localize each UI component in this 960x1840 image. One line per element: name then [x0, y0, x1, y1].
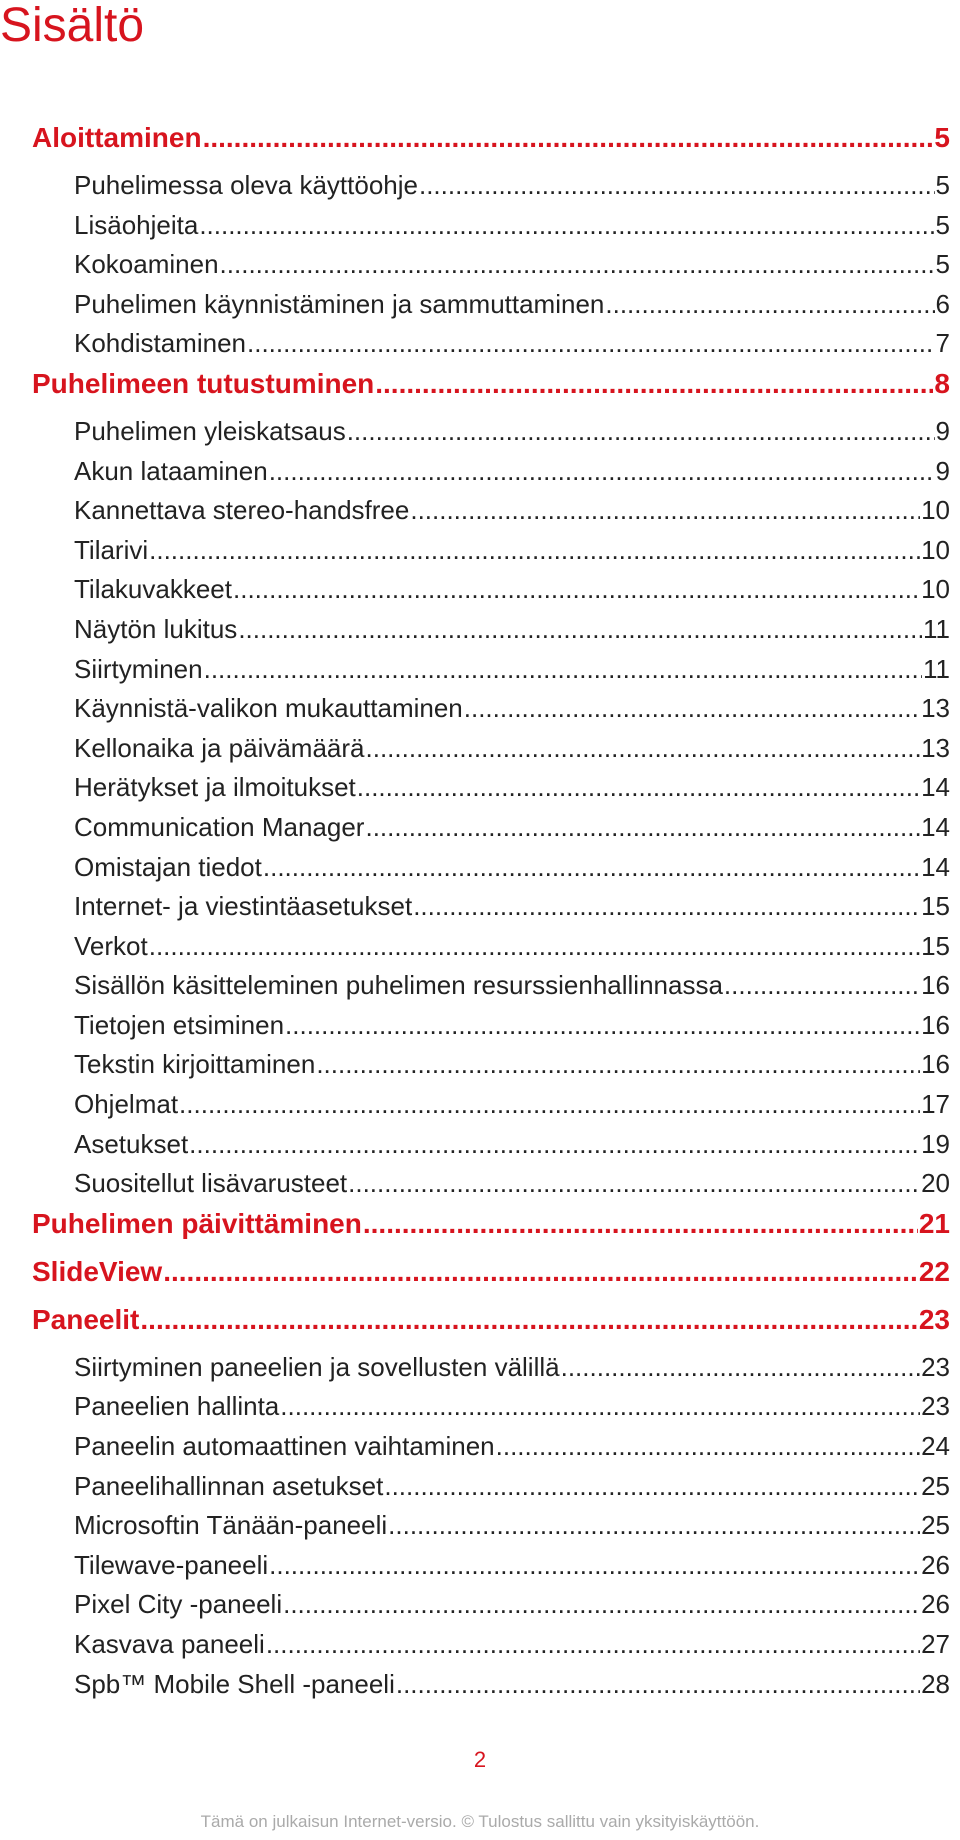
toc-entry[interactable]: [32, 650, 950, 690]
toc-entry[interactable]: [32, 491, 950, 531]
toc-entry-page: 9: [935, 415, 950, 446]
toc-entry-title: Ohjelmat: [74, 1089, 179, 1120]
toc-entry-page: 17: [921, 1089, 950, 1120]
toc-entry-page: 10: [921, 574, 950, 605]
toc-entry-title: Kasvava paneeli: [74, 1629, 265, 1659]
page-title: Sisältö: [0, 0, 145, 52]
toc-entry-title: Herätykset ja ilmoitukset: [74, 772, 356, 803]
toc-entry-title: Puhelimessa oleva käyttöohje: [74, 170, 418, 200]
toc-entry[interactable]: [32, 531, 950, 571]
footer-note: Tämä on julkaisun Internet-versio. © Tulostus sallittu vain yksityiskäyttöön.: [200, 1812, 760, 1831]
toc-entry-title: Siirtyminen paneelien ja sovellusten välillä: [74, 1351, 560, 1382]
table-of-contents: [32, 118, 950, 1704]
dot-leader: [724, 966, 920, 1006]
toc-entry[interactable]: [32, 452, 950, 492]
toc-entry-page: 23: [918, 1303, 950, 1335]
toc-section-entry[interactable]: [32, 1204, 950, 1252]
toc-entry-page: 26: [921, 1549, 950, 1580]
toc-entry-title: Internet- ja viestintäasetukset: [74, 891, 413, 922]
toc-entry-title: Puhelimeen tutustuminen: [32, 367, 375, 399]
toc-entry[interactable]: [32, 1045, 950, 1085]
toc-entry-page: 5: [935, 249, 950, 280]
toc-entry-title: Käynnistä-valikon mukauttaminen: [74, 693, 463, 724]
toc-entry[interactable]: [32, 1665, 950, 1705]
dot-leader: [199, 206, 934, 246]
toc-entry-title: Asetukset: [74, 1128, 189, 1159]
toc-entry-page: 13: [921, 693, 950, 724]
toc-entry-page: 13: [921, 732, 950, 763]
page-number: 2: [473, 1747, 487, 1772]
toc-entry[interactable]: [32, 1348, 950, 1388]
toc-entry-title: Puhelimen käynnistäminen ja sammuttaminen: [74, 288, 605, 319]
toc-entry-page: 22: [918, 1255, 950, 1287]
dot-leader: [561, 1348, 920, 1388]
toc-entry-title: Kellonaika ja päivämäärä: [74, 732, 365, 763]
toc-entry-page: 16: [921, 970, 950, 1001]
dot-leader: [280, 1387, 920, 1427]
dot-leader: [419, 166, 935, 206]
toc-entry-title: Kannettava stereo-handsfree: [74, 495, 410, 526]
toc-entry-page: 26: [921, 1589, 950, 1620]
dot-leader: [263, 848, 920, 888]
toc-entry-title: Communication Manager: [74, 811, 365, 842]
toc-entry[interactable]: [32, 1625, 950, 1665]
toc-entry[interactable]: [32, 689, 950, 729]
toc-entry[interactable]: [32, 285, 950, 325]
dot-leader: [357, 768, 920, 808]
dot-leader: [375, 364, 933, 404]
toc-entry-title: Kokoaminen: [74, 249, 219, 280]
toc-entry[interactable]: [32, 1546, 950, 1586]
dot-leader: [283, 1585, 920, 1625]
toc-entry[interactable]: [32, 848, 950, 888]
toc-entry[interactable]: [32, 729, 950, 769]
toc-entry-page: 20: [921, 1168, 950, 1199]
toc-entry-title: Tilewave-paneeli: [74, 1549, 269, 1580]
toc-entry-title: Suositellut lisävarusteet: [74, 1168, 348, 1199]
dot-leader: [384, 1467, 920, 1507]
toc-entry[interactable]: [32, 1125, 950, 1165]
dot-leader: [605, 285, 934, 325]
toc-entry[interactable]: [32, 1006, 950, 1046]
toc-entry-page: 28: [921, 1668, 950, 1699]
dot-leader: [220, 245, 935, 285]
toc-entry-title: Tietojen etsiminen: [74, 1009, 285, 1040]
dot-leader: [149, 927, 920, 967]
dot-leader: [204, 650, 922, 690]
dot-leader: [269, 1546, 920, 1586]
dot-leader: [238, 610, 922, 650]
toc-entry-title: Lisäohjeita: [74, 209, 199, 240]
toc-entry-page: 5: [935, 209, 950, 240]
toc-entry[interactable]: [32, 570, 950, 610]
toc-entry-title: Kohdistaminen: [74, 328, 246, 359]
toc-entry[interactable]: [32, 966, 950, 1006]
toc-entry-title: Tilakuvakkeet: [74, 574, 232, 605]
toc-entry-title: Verkot: [74, 930, 148, 961]
toc-entry-page: 14: [921, 851, 950, 882]
toc-section-entry[interactable]: [32, 118, 950, 166]
toc-section-entry[interactable]: [32, 364, 950, 412]
toc-entry-title: Puhelimen päivittäminen: [32, 1207, 362, 1239]
toc-entry[interactable]: [32, 1085, 950, 1125]
dot-leader: [247, 324, 935, 364]
toc-entry-title: Puhelimen yleiskatsaus: [74, 415, 346, 446]
dot-leader: [410, 491, 920, 531]
toc-entry-title: Näytön lukitus: [74, 613, 238, 644]
toc-entry-page: 15: [921, 891, 950, 922]
dot-leader: [347, 412, 935, 452]
toc-entry[interactable]: [32, 206, 950, 246]
toc-entry[interactable]: [32, 1427, 950, 1467]
dot-leader: [413, 887, 920, 927]
toc-entry-title: Omistajan tiedot: [74, 851, 262, 882]
toc-entry[interactable]: [32, 1506, 950, 1546]
toc-entry-page: 16: [921, 1009, 950, 1040]
toc-section-entry[interactable]: [32, 1252, 950, 1300]
dot-leader: [163, 1252, 918, 1292]
toc-entry-page: 10: [921, 534, 950, 565]
dot-leader: [366, 729, 921, 769]
toc-entry-title: Sisällön käsitteleminen puhelimen resurssienhallinnassa: [74, 970, 723, 1001]
toc-entry-page: 16: [921, 1049, 950, 1080]
toc-entry-page: 25: [921, 1510, 950, 1541]
dot-leader: [464, 689, 920, 729]
dot-leader: [365, 808, 920, 848]
dot-leader: [233, 570, 920, 610]
toc-entry-title: Akun lataaminen: [74, 455, 268, 486]
toc-entry-page: 10: [921, 495, 950, 526]
toc-entry-title: Microsoftin Tänään-paneeli: [74, 1510, 388, 1541]
toc-entry-page: 14: [921, 772, 950, 803]
toc-entry-page: 5: [934, 122, 950, 153]
dot-leader: [266, 1625, 920, 1665]
toc-entry-page: 25: [921, 1470, 950, 1501]
toc-entry-page: 19: [921, 1128, 950, 1159]
toc-entry-title: SlideView: [32, 1255, 163, 1287]
toc-entry-page: 21: [918, 1207, 950, 1239]
toc-entry[interactable]: [32, 768, 950, 808]
dot-leader: [363, 1204, 918, 1244]
toc-entry-title: Paneelin automaattinen vaihtaminen: [74, 1431, 495, 1462]
toc-entry-page: 15: [921, 930, 950, 961]
toc-entry-title: Siirtyminen: [74, 653, 203, 684]
toc-entry[interactable]: [32, 1585, 950, 1625]
toc-entry-title: Tekstin kirjoittaminen: [74, 1049, 316, 1080]
toc-entry-title: Pixel City -paneeli: [74, 1589, 283, 1620]
dot-leader: [269, 452, 935, 492]
toc-entry-title: Paneelien hallinta: [74, 1391, 280, 1422]
toc-entry-page: 11: [923, 653, 950, 684]
toc-entry-page: 8: [934, 367, 950, 399]
dot-leader: [316, 1045, 920, 1085]
toc-entry[interactable]: [32, 927, 950, 967]
dot-leader: [179, 1085, 920, 1125]
toc-entry-title: Paneelit: [32, 1303, 140, 1335]
toc-entry-page: 23: [921, 1351, 950, 1382]
toc-entry-page: 24: [921, 1431, 950, 1462]
toc-entry[interactable]: [32, 324, 950, 364]
toc-entry-page: 14: [921, 811, 950, 842]
toc-entry[interactable]: [32, 1164, 950, 1204]
toc-entry-page: 7: [935, 328, 950, 359]
toc-entry[interactable]: [32, 1387, 950, 1427]
toc-entry[interactable]: [32, 808, 950, 848]
toc-entry-page: 11: [923, 613, 950, 644]
toc-entry[interactable]: [32, 245, 950, 285]
dot-leader: [285, 1006, 920, 1046]
toc-entry-title: Tilarivi: [74, 534, 149, 565]
toc-entry[interactable]: [32, 610, 950, 650]
dot-leader: [396, 1665, 920, 1705]
toc-entry-page: 23: [921, 1391, 950, 1422]
toc-entry-title: Spb™ Mobile Shell -paneeli: [74, 1668, 395, 1699]
dot-leader: [388, 1506, 920, 1546]
dot-leader: [189, 1125, 920, 1165]
toc-entry[interactable]: [32, 412, 950, 452]
dot-leader: [149, 531, 920, 571]
toc-entry[interactable]: [32, 887, 950, 927]
toc-section-entry[interactable]: [32, 1300, 950, 1348]
toc-entry[interactable]: [32, 166, 950, 206]
dot-leader: [203, 118, 934, 158]
toc-entry[interactable]: [32, 1467, 950, 1507]
toc-entry-title: Aloittaminen: [32, 122, 202, 153]
dot-leader: [140, 1300, 917, 1340]
toc-entry-title: Paneelihallinnan asetukset: [74, 1470, 384, 1501]
toc-entry-page: 9: [935, 455, 950, 486]
toc-entry-page: 5: [935, 170, 950, 200]
dot-leader: [348, 1164, 920, 1204]
toc-entry-page: 6: [935, 288, 950, 319]
dot-leader: [496, 1427, 920, 1467]
toc-entry-page: 27: [921, 1629, 950, 1659]
